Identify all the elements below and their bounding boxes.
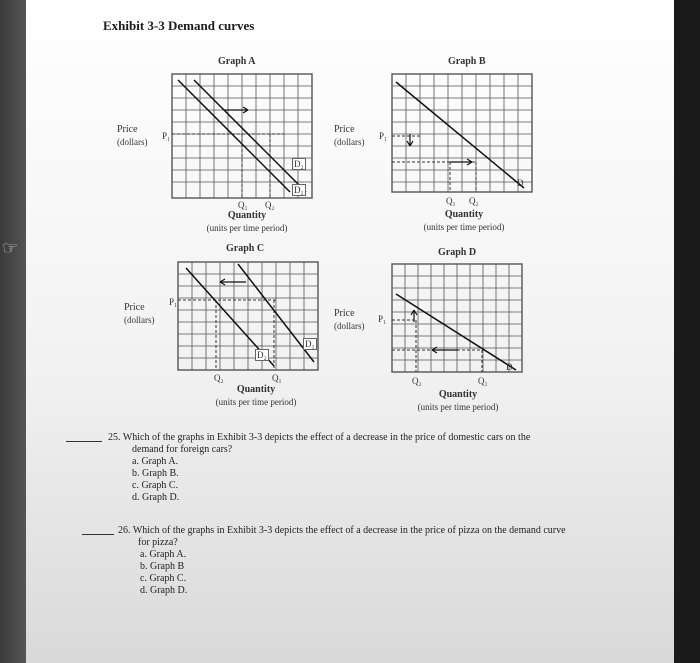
graph-c-xlabel-line2: (units per time period) — [215, 397, 297, 407]
graph-a-xlabel — [192, 210, 302, 234]
graph-a-q1-label: Q₁ — [238, 200, 248, 210]
question-25-options — [108, 456, 608, 504]
graph-a-ylabel — [117, 124, 148, 148]
left-background — [0, 0, 26, 663]
question-25-option-a[interactable]: a. Graph A. — [132, 456, 179, 467]
graph-d-q2-label: Q₂ — [412, 376, 422, 386]
graph-c-chart — [178, 262, 318, 370]
question-25-text-line2: demand for foreign cars? — [132, 444, 233, 455]
graph-c-xlabel — [196, 384, 316, 408]
graph-a-d2-curve — [178, 80, 290, 192]
graph-d-ylabel-line1: Price — [334, 308, 355, 319]
graph-b-title: Graph B — [448, 56, 486, 67]
graph-b-xlabel-line2: (units per time period) — [423, 222, 505, 232]
graph-d-demand-curve — [396, 294, 516, 370]
question-26-number: 26. — [118, 525, 131, 536]
question-25 — [108, 432, 608, 504]
question-26-text-line2: for pizza? — [138, 537, 178, 548]
question-25-stem — [108, 432, 608, 444]
graph-a-q2-label: Q₂ — [265, 200, 275, 210]
graph-a-p-label: P₁ — [162, 131, 171, 141]
question-26-option-a[interactable]: a. Graph A. — [140, 549, 187, 560]
graph-d-title: Graph D — [438, 247, 477, 258]
graph-d-xlabel — [398, 389, 518, 413]
question-25-option-d[interactable]: d. Graph D. — [132, 492, 180, 503]
graph-b-right-arrow — [450, 159, 472, 165]
graph-a-ylabel-line1: Price — [117, 124, 138, 135]
question-26-stem — [118, 525, 638, 537]
graph-a-chart — [172, 74, 312, 198]
graph-b-grid — [392, 74, 532, 192]
graph-d-xlabel-line1: Quantity — [438, 389, 478, 400]
question-26-answer-blank[interactable] — [82, 534, 114, 535]
exhibit-title: Exhibit 3-3 Demand curves — [103, 18, 255, 33]
graph-c-xlabel-line1: Quantity — [236, 384, 276, 395]
graph-c-p-label: P₁ — [169, 297, 178, 307]
graph-b-ylabel — [334, 124, 365, 148]
graph-c-d2-label: D₂ — [257, 350, 267, 360]
graph-c-shift-arrow — [220, 279, 246, 285]
graph-c-d1-label: D₁ — [305, 339, 315, 349]
graph-b-chart — [392, 74, 532, 192]
graph-a-xlabel-line2: (units per time period) — [206, 223, 288, 233]
graph-c-q2-label: Q₂ — [214, 373, 224, 383]
graph-d-ylabel-line2: (dollars) — [334, 321, 365, 331]
question-25-text-line1: Which of the graphs in Exhibit 3-3 depicts the effect of a decrease in the price of domestic cars on the — [122, 432, 531, 443]
question-26-option-c[interactable]: c. Graph C. — [140, 573, 187, 584]
graph-c-grid — [178, 262, 318, 370]
graph-a-title: Graph A — [218, 56, 256, 67]
graph-a-d1-curve — [194, 80, 306, 192]
graph-c-ylabel — [124, 302, 155, 326]
question-25-number: 25. — [108, 432, 121, 443]
graph-b-xlabel-line1: Quantity — [444, 209, 484, 220]
graph-b-d-label: D — [517, 178, 524, 188]
graph-b-p-label: P₁ — [379, 131, 388, 141]
graph-b-ylabel-line2: (dollars) — [334, 137, 365, 147]
question-26-option-b[interactable]: b. Graph B — [140, 561, 185, 572]
graph-d-chart — [392, 264, 522, 372]
graph-c-title: Graph C — [226, 243, 265, 254]
graph-d-ylabel — [334, 308, 365, 332]
graph-b-q2-label: Q₂ — [469, 196, 479, 206]
graph-c-q1-label: Q₁ — [272, 373, 282, 383]
graph-a-xlabel-line1: Quantity — [227, 210, 267, 221]
right-background — [674, 0, 700, 663]
graph-d-d-label: D — [506, 362, 513, 372]
question-25-answer-blank[interactable] — [66, 441, 102, 442]
graph-a-ylabel-line2: (dollars) — [117, 137, 148, 147]
graph-b-ylabel-line1: Price — [334, 124, 355, 135]
graph-b-q1-label: Q₁ — [446, 196, 456, 206]
graph-d-grid — [392, 264, 522, 372]
graph-c-ylabel-line1: Price — [124, 302, 145, 313]
question-26-option-d[interactable]: d. Graph D. — [140, 585, 188, 596]
graph-a-d2-label: D₂ — [294, 159, 304, 169]
question-25-option-c[interactable]: c. Graph C. — [132, 480, 179, 491]
question-26-text-line1: Which of the graphs in Exhibit 3-3 depicts the effect of a decrease in the price of pizza on the demand curve — [132, 525, 566, 536]
question-26 — [118, 525, 638, 597]
question-26-options — [118, 549, 638, 597]
graph-d-xlabel-line2: (units per time period) — [417, 402, 499, 412]
cursor-arrow-icon: ☞ — [2, 238, 19, 258]
graph-d-q1-label: Q₁ — [478, 376, 488, 386]
graph-a-d1-label: D₁ — [294, 185, 304, 195]
graph-c-ylabel-line2: (dollars) — [124, 315, 155, 325]
graph-d-p-label: P₁ — [378, 314, 387, 324]
graph-b-xlabel — [404, 209, 524, 233]
question-25-option-b[interactable]: b. Graph B. — [132, 468, 179, 479]
